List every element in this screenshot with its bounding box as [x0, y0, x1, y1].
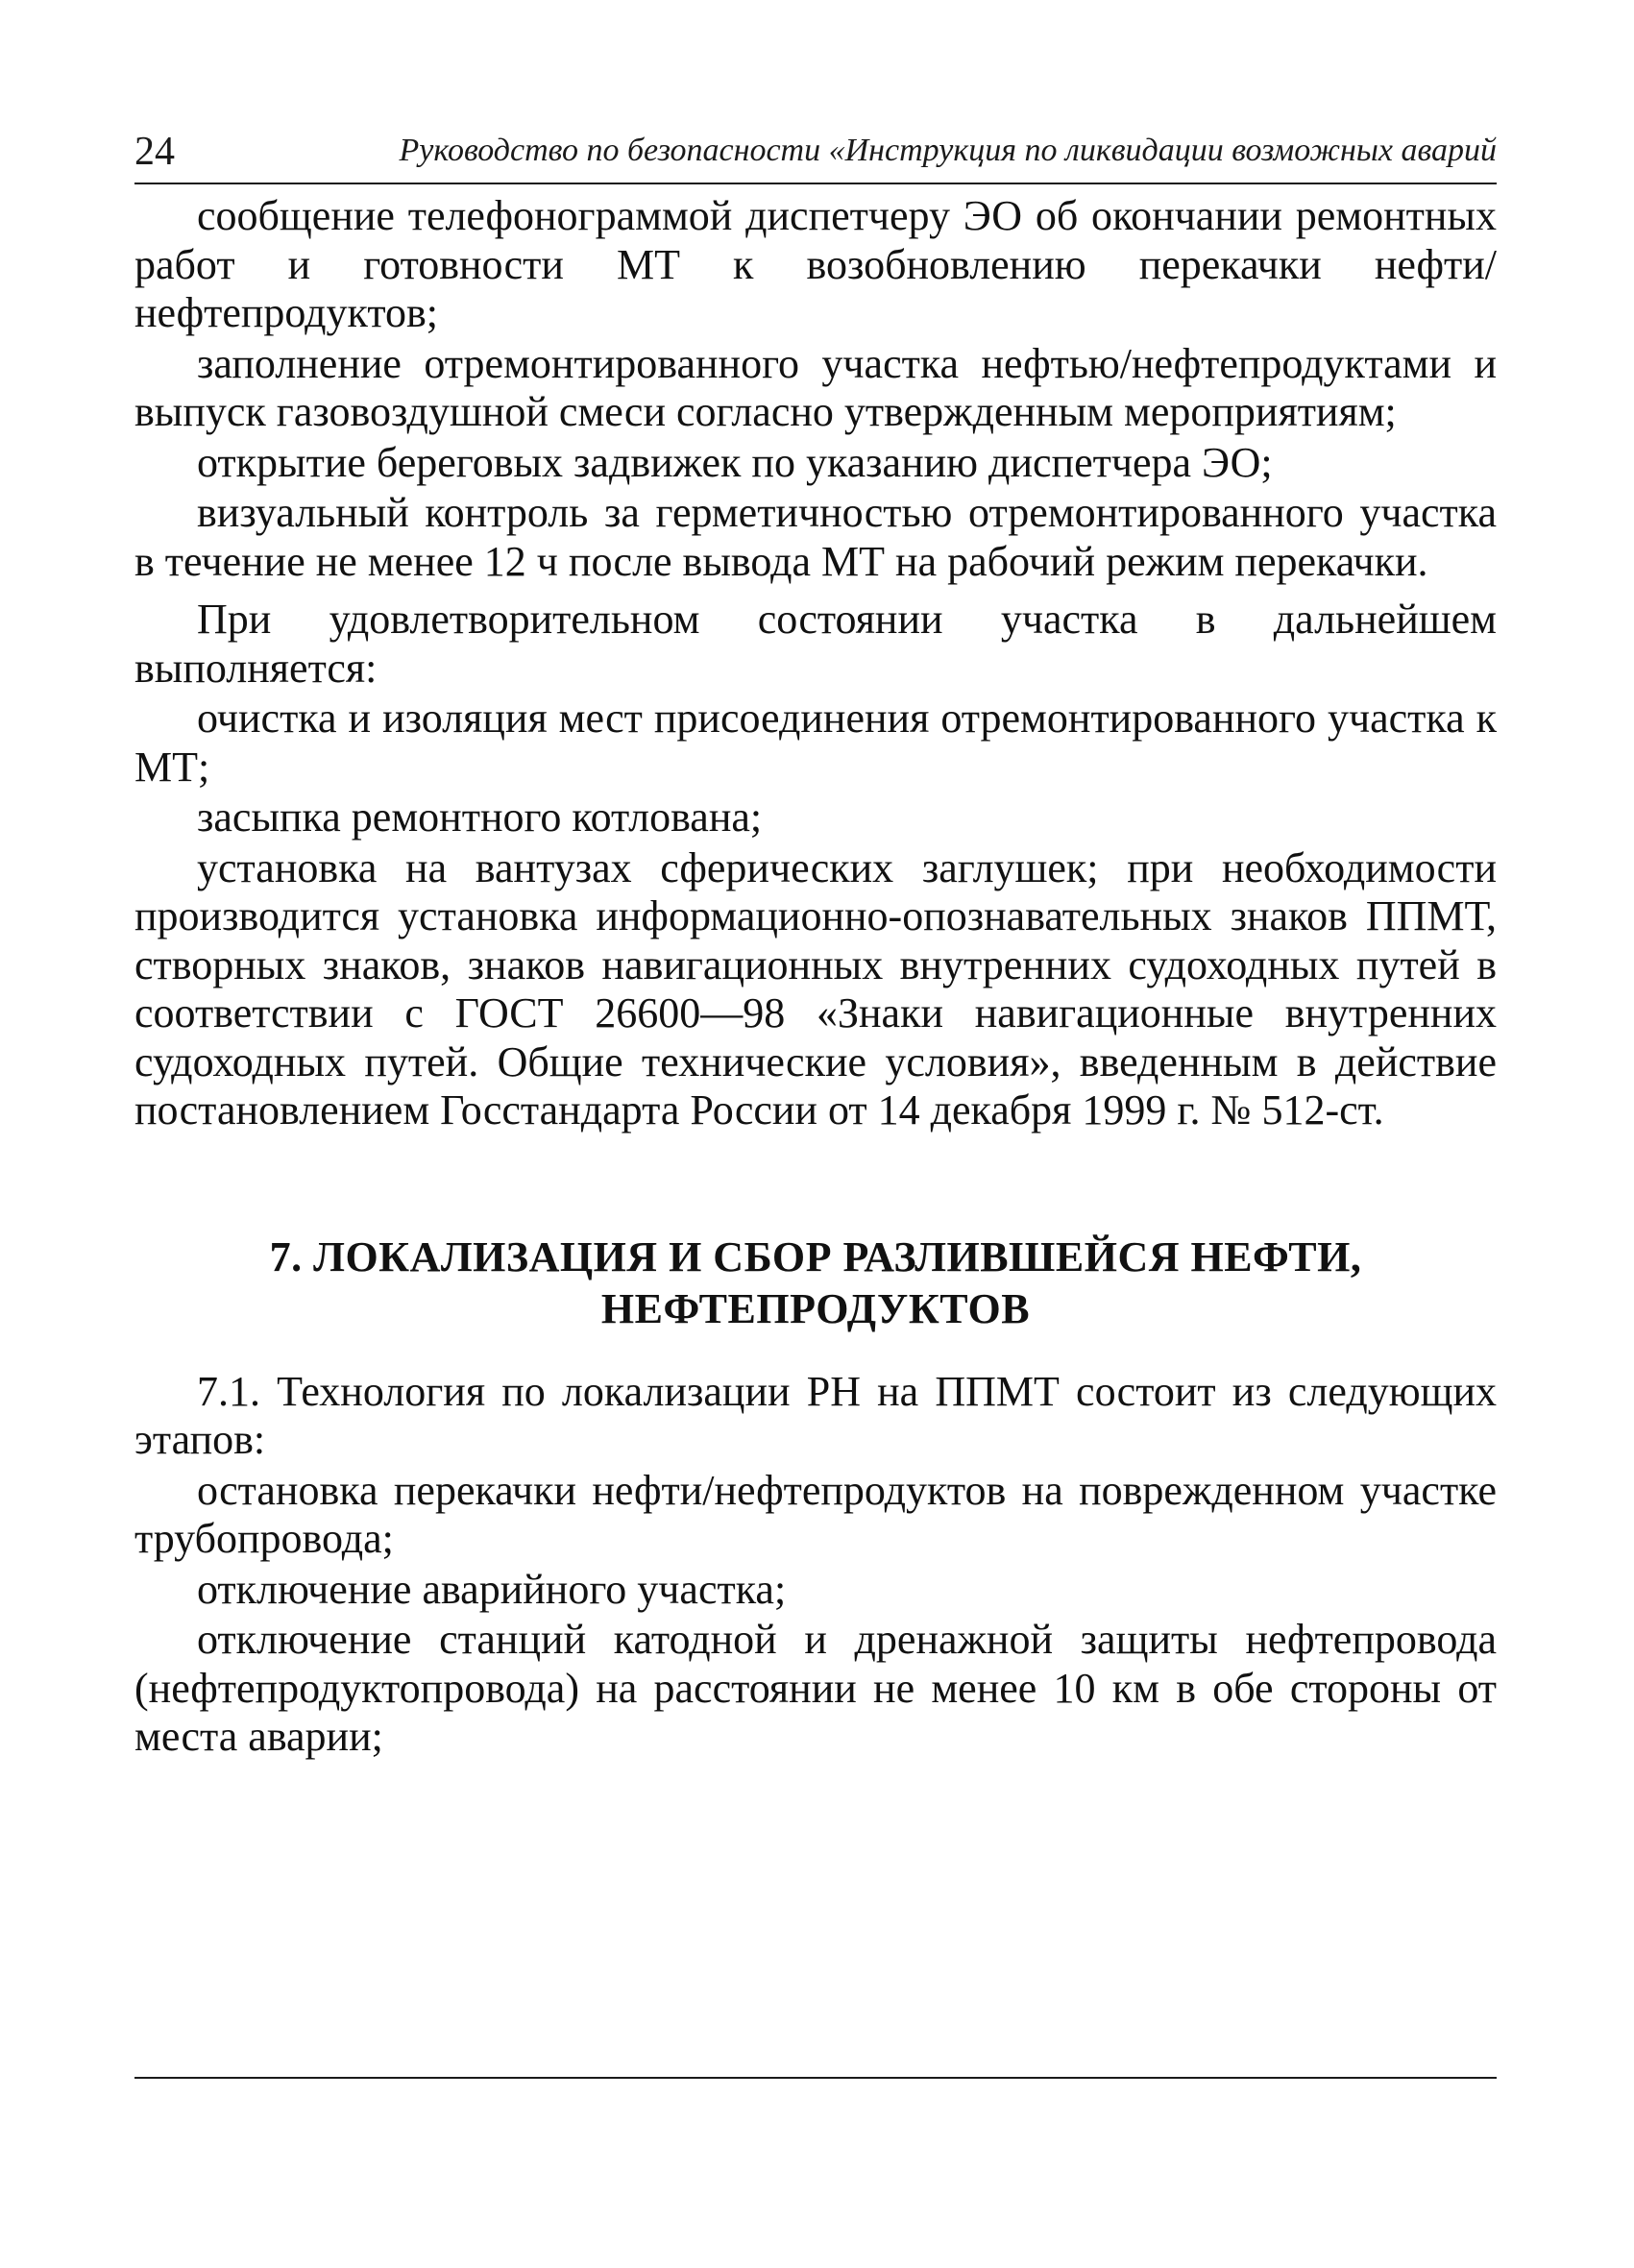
page-body — [134, 192, 1497, 1764]
footer-divider — [134, 2077, 1497, 2079]
running-title: Руководство по безопасности «Инструкция по ликвидации возможных аварий — [399, 133, 1497, 168]
paragraph: 7.1. Технология по локализации РН на ППМТ состоит из следующих этапов: — [134, 1367, 1497, 1463]
section-heading-line: НЕФТЕПРОДУКТОВ — [600, 1284, 1031, 1332]
page-number: 24 — [134, 130, 175, 174]
paragraph: заполнение отремонтированного участка нефтью/нефтепродуктами и выпуск газовоздушной смеси согласно утвержденным мероприятиям; — [134, 339, 1497, 435]
paragraph: открытие береговых задвижек по указанию диспетчера ЭО; — [197, 438, 1273, 486]
paragraph: остановка перекачки нефти/нефтепродуктов на поврежденном участке трубопровода; — [134, 1466, 1497, 1562]
paragraph: засыпка ремонтного котлована; — [197, 793, 763, 841]
paragraph: визуальный контроль за герметичностью отремонтированного участка в течение не менее 12 ч после вывода МТ на рабочий режим перекачки. — [134, 489, 1497, 585]
paragraph: При удовлетворительном состоянии участка в дальнейшем выполняется: — [134, 596, 1497, 692]
paragraph: сообщение телефонограммой диспетчеру ЭО об окончании ремонтных работ и готовности МТ к возобновлению перекачки нефти/нефтепродуктов; — [134, 192, 1497, 336]
paragraph: отключение аварийного участка; — [197, 1565, 787, 1613]
page-header — [134, 125, 1497, 183]
paragraph: установка на вантузах сферических заглушек; при необходимости производится установка информационно-опознавательных знаков ППМТ, створных знаков, знаков навигационных внутренних судоходных путей в соответствии с ГОСТ 26600—98 «Знаки навигационные внутренних судоходных путей. Общие технические условия», введенным в действие постановлением Госстандарта России от 14 декабря 1999 г. № 512-ст. — [134, 843, 1497, 1134]
header-divider — [134, 183, 1497, 184]
paragraph: отключение станций катодной и дренажной защиты нефтепровода (нефтепродуктопровода) на расстоянии не менее 10 км в обе стороны от места аварии; — [134, 1616, 1497, 1760]
paragraph: очистка и изоляция мест присоединения отремонтированного участка к МТ; — [134, 695, 1497, 791]
section-heading — [134, 1232, 1497, 1335]
section-heading-line: 7. ЛОКАЛИЗАЦИЯ И СБОР РАЗЛИВШЕЙСЯ НЕФТИ, — [269, 1232, 1362, 1280]
